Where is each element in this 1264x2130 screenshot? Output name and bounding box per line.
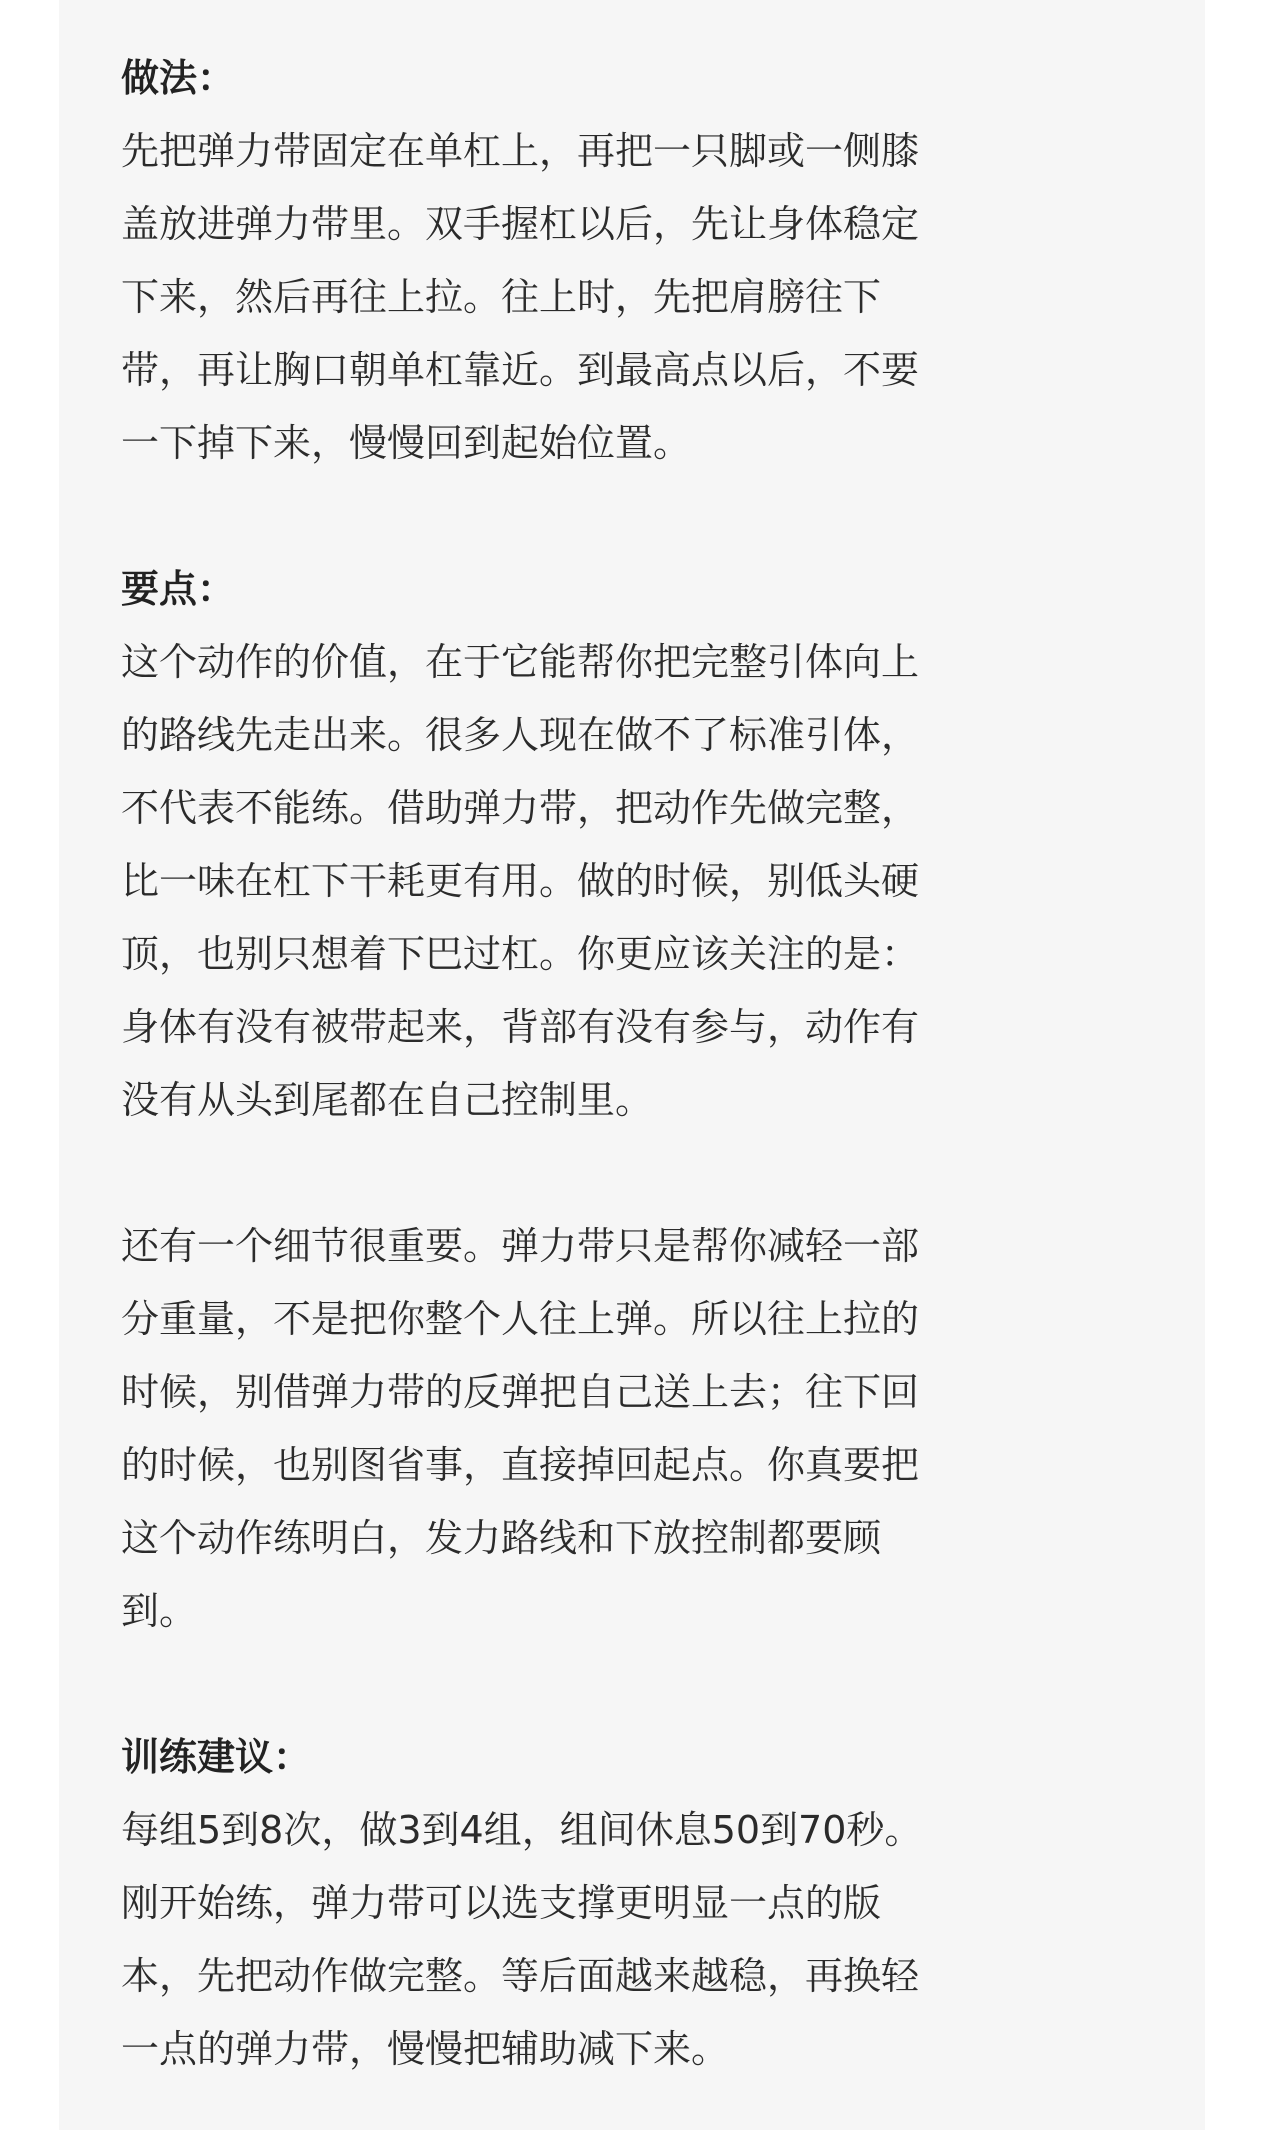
section-heading-method: 做法：	[121, 56, 236, 100]
text-line: 还有一个细节很重要。弹力带只是帮你减轻一部	[121, 1224, 920, 1268]
text-line: 这个动作的价值，在于它能帮你把完整引体向上	[121, 640, 920, 684]
paragraph-training-advice	[121, 1794, 1121, 2086]
text-line: 带，再让胸口朝单杠靠近。到最高点以后，不要	[121, 348, 920, 392]
text-line: 先把弹力带固定在单杠上，再把一只脚或一侧膝	[121, 129, 920, 173]
paragraph-gap	[121, 1648, 1121, 1721]
text-line: 这个动作练明白，发力路线和下放控制都要顾	[121, 1516, 882, 1560]
paragraph-gap	[121, 1137, 1121, 1210]
text-line: 刚开始练，弹力带可以选支撑更明显一点的版	[121, 1881, 882, 1925]
article-body	[121, 42, 1121, 2086]
text-line: 下来，然后再往上拉。往上时，先把肩膀往下	[121, 275, 882, 319]
text-line: 比一味在杠下干耗更有用。做的时候，别低头硬	[121, 859, 920, 903]
text-line: 一点的弹力带，慢慢把辅助减下来。	[121, 2027, 730, 2071]
text-line: 没有从头到尾都在自己控制里。	[121, 1078, 654, 1122]
text-line: 盖放进弹力带里。双手握杠以后，先让身体稳定	[121, 202, 920, 246]
paragraph-key-points-1	[121, 626, 1121, 1137]
paragraph-key-points-2	[121, 1210, 1121, 1648]
paragraph-gap	[121, 480, 1121, 553]
article-card	[59, 0, 1205, 2130]
text-line: 的路线先走出来。很多人现在做不了标准引体，	[121, 713, 920, 757]
section-heading-training-advice: 训练建议：	[121, 1735, 312, 1779]
text-line: 到。	[121, 1589, 198, 1633]
text-line: 分重量，不是把你整个人往上弹。所以往上拉的	[121, 1297, 920, 1341]
text-line: 每组5到8次，做3到4组，组间休息50到70秒。	[121, 1808, 923, 1852]
text-line: 的时候，也别图省事，直接掉回起点。你真要把	[121, 1443, 920, 1487]
text-line: 身体有没有被带起来，背部有没有参与，动作有	[121, 1005, 920, 1049]
text-line: 时候，别借弹力带的反弹把自己送上去；往下回	[121, 1370, 920, 1414]
text-line: 一下掉下来，慢慢回到起始位置。	[121, 421, 692, 465]
paragraph-method	[121, 115, 1121, 480]
text-line: 顶，也别只想着下巴过杠。你更应该关注的是：	[121, 932, 920, 976]
text-line: 不代表不能练。借助弹力带，把动作先做完整，	[121, 786, 920, 830]
section-heading-key-points: 要点：	[121, 567, 236, 611]
text-line: 本，先把动作做完整。等后面越来越稳，再换轻	[121, 1954, 920, 1998]
